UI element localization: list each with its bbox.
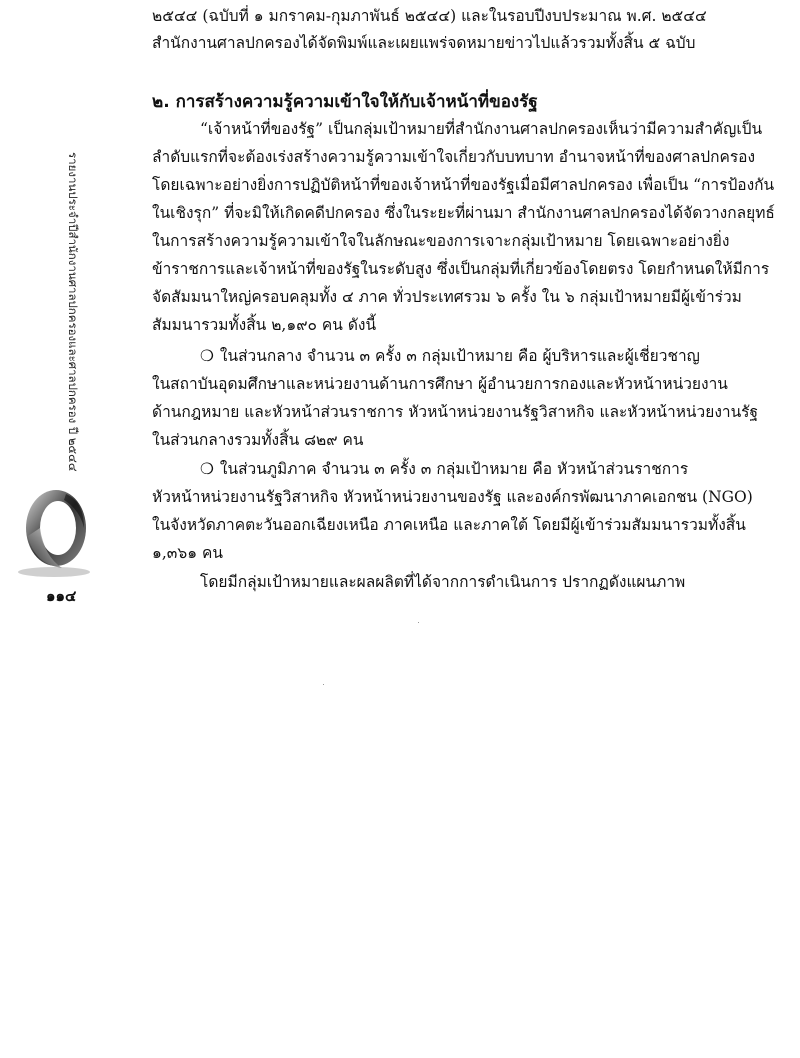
regional-bullet-line: หัวหน้าหน่วยงานรัฐวิสาหกิจ หัวหน้าหน่วยงานของรัฐ และองค์กรพัฒนาภาคเอกชน (NGO) [152,488,753,506]
page-number: ๑๑๔ [46,587,77,605]
central-bullet-line: ด้านกฎหมาย และหัวหน้าส่วนราชการ หัวหน้าหน่วยงานรัฐวิสาหกิจ และหัวหน้าหน่วยงานรัฐ [152,403,759,421]
regional-bullet-line: ๑,๓๖๑ คน [152,544,223,562]
top-paragraph-line: ๒๕๔๔ (ฉบับที่ ๑ มกราคม-กุมภาพันธ์ ๒๕๔๔) และในรอบปีงบประมาณ พ.ศ. ๒๕๔๔ [152,7,707,25]
intro-paragraph-line: โดยเฉพาะอย่างยิ่งการปฏิบัติหน้าที่ของเจ้าหน้าที่ของรัฐเมื่อมีศาลปกครอง เพื่อเป็น “การป้องกัน [152,176,775,194]
regional-bullet-text: ในส่วนภูมิภาค จำนวน ๓ ครั้ง ๓ กลุ่มเป้าหมาย คือ หัวหน้าส่วนราชการ [219,460,689,478]
top-paragraph-line: สำนักงานศาลปกครองได้จัดพิมพ์และเผยแพร่จดหมายข่าวไปแล้วรวมทั้งสิ้น ๕ ฉบับ [152,34,696,52]
central-bullet-text: ในส่วนกลาง จำนวน ๓ ครั้ง ๓ กลุ่มเป้าหมาย คือ ผู้บริหารและผู้เชี่ยวชาญ [219,347,700,365]
regional-bullet-line: ในจังหวัดภาคตะวันออกเฉียงเหนือ ภาคเหนือ และภาคใต้ โดยมีผู้เข้าร่วมสัมมนารวมทั้งสิ้น [152,516,746,534]
intro-paragraph-line: “เจ้าหน้าที่ของรัฐ” เป็นกลุ่มเป้าหมายที่สำนักงานศาลปกครองเห็นว่ามีความสำคัญเป็น [200,120,763,138]
side-running-title: รายงานประจำปีสำนักงานศาลปกครองและศาลปกครอง ปี ๒๕๔๔ [66,152,80,472]
intro-paragraph-line: จัดสัมมนาใหญ่ครอบคลุมทั้ง ๔ ภาค ทั่วประเทศรวม ๖ ครั้ง ใน ๖ กลุ่มเป้าหมายมีผู้เข้าร่วม [152,288,742,306]
central-bullet-line: ในสถาบันอุดมศึกษาและหน่วยงานด้านการศึกษา ผู้อำนวยการกองและหัวหน้าหน่วยงาน [152,375,728,393]
central-bullet-line: ในส่วนกลางรวมทั้งสิ้น ๘๒๙ คน [152,431,364,449]
intro-paragraph-line: ในการสร้างความรู้ความเข้าใจในลักษณะของการเจาะกลุ่มเป้าหมาย โดยเฉพาะอย่างยิ่ง [152,232,730,250]
central-bullet-line [200,346,700,366]
scan-speck [323,684,324,685]
intro-paragraph-line: ข้าราชการและเจ้าหน้าที่ของรัฐในระดับสูง ซึ่งเป็นกลุ่มที่เกี่ยวข้องโดยตรง โดยกำหนดให้มีการ [152,260,770,278]
regional-bullet-line [200,459,688,479]
closing-line: โดยมีกลุ่มเป้าหมายและผลผลิตที่ได้จากการดำเนินการ ปรากฏดังแผนภาพ [200,573,686,591]
scan-speck [418,622,419,623]
section-heading: ๒. การสร้างความรู้ความเข้าใจให้กับเจ้าหน้าที่ของรัฐ [152,92,538,112]
bullet-circle-icon: ❍ [200,347,214,365]
intro-paragraph-line: ลำดับแรกที่จะต้องเร่งสร้างความรู้ความเข้าใจเกี่ยวกับบทบาท อำนาจหน้าที่ของศาลปกครอง [152,148,756,166]
intro-paragraph-line: ในเชิงรุก” ที่จะมิให้เกิดคดีปกครอง ซึ่งในระยะที่ผ่านมา สำนักงานศาลปกครองได้จัดวางกลยุทธ์ [152,204,775,222]
intro-paragraph-line: สัมมนารวมทั้งสิ้น ๒,๑๙๐ คน ดังนี้ [152,316,377,334]
ring-decoration-icon [14,486,94,578]
bullet-circle-icon: ❍ [200,460,214,478]
